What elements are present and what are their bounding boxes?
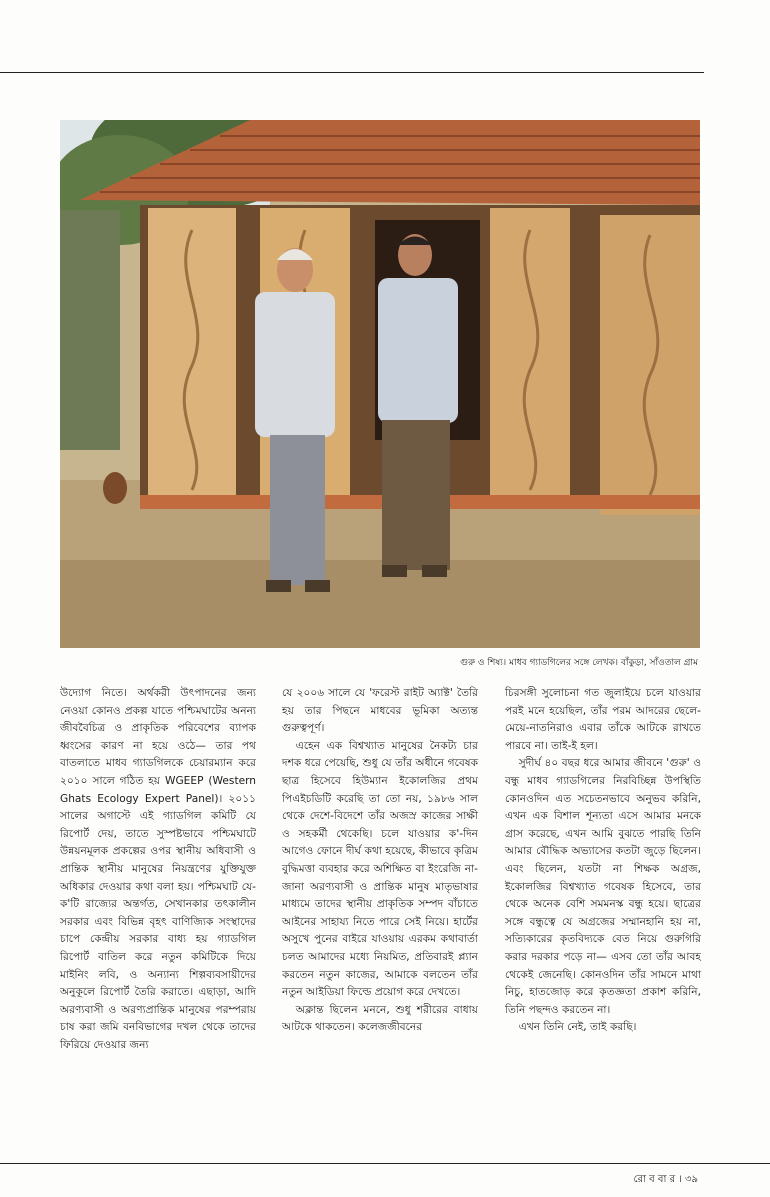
- paragraph: এখন তিনি নেই, তাই করছি।: [518, 1021, 637, 1034]
- text-column-1: [60, 685, 256, 1054]
- top-rule: [0, 72, 704, 73]
- paragraph: সুদীর্ঘ ৪০ বছর ধরে আমার জীবনে 'গুরু' ও বন্ধু মাধব গ্যাডগিলের নিরবিচ্ছিন্ন উপস্থিতি কোনওদিন এত সচেতনভাবে অনুভব করিনি, এখন এক বিশাল শূন্যতা এসে আমার মনকে গ্রাস করেছে, এখন আমি বুঝতে পারছি তিনি আমার বৌদ্ধিক অভ্যাসের কতটা জুড়ে ছিলেন। এবং ছিলেন, যতটা না শিক্ষক অগ্রজ, ইকোলজির বিশ্বখ্যাত গবেষক হিসেবে, তার থেকে অনেক বেশি সমমনস্ক বন্ধু হয়ে। ছাত্রের সঙ্গে বন্ধুত্বে যে অগ্রজের সম্মানহানি হয় না, সত্যিকারের কৃতবিদ্যকে বেত নিয়ে গুরুগিরি করার দরকার পড়ে না— এসব তো তাঁর আবহ থেকেই জেনেছি। কোনওদিন তাঁর সামনে মাথা নিচু, হাতজোড় করে কৃতজ্ঞতা প্রকাশ করিনি, তিনি পছন্দও করতেন না।: [505, 757, 701, 1016]
- paragraph: চিরসঙ্গী সুলোচনা গত জুলাইয়ে চলে যাওয়ার পরই মনে হয়েছিল, তাঁর পরম আদরের ছেলে-মেয়ে-নাতনিরাও এবার তাঁকে আটকে রাখতে পারবে না। তাই-ই হল।: [505, 687, 701, 752]
- bottom-rule: [0, 1163, 770, 1164]
- text-column-2: [282, 685, 478, 1037]
- paragraph: উদ্যোগ নিতে। অর্থকরী উৎপাদনের জন্য নেওয়া কোনও প্রকল্প যাতে পশ্চিমঘাটের অনন্য জীববৈচিত্র ও প্রাকৃতিক পরিবেশের ব্যাপক ধ্বংসের কারণ না হয়ে ওঠে— তার পথ বাতলাতে মাধব গ্যাডগিলকে চেয়ারম্যান করে ২০১০ সালে গঠিত হয় WGEEP (Western Ghats Ecology Expert Panel)। ২০১১ সালের অগাস্টে এই গ্যাডগিল কমিটি যে রিপোর্ট দেয়, তাতে সুস্পষ্টভাবে পশ্চিমঘাটে উন্নয়নমূলক প্রকল্পের ওপর স্থানীয় অধিবাসী ও প্রান্তিক স্থানীয় মানুষের নিয়ন্ত্রণের যুক্তিযুক্ত অধিকার দেওয়ার কথা বলা হয়। পশ্চিমঘাট যে-ক'টি রাজ্যের অন্তর্গত, সেখানকার তৎকালীন সরকার এবং বিভিন্ন বৃহৎ বাণিজ্যিক সংস্থাদের চাপে কেন্দ্রীয় সরকার বাধ্য হয় গ্যাডগিল রিপোর্ট বাতিল করে নতুন কমিটিকে দিয়ে মাইনিং লবি, ও অন্যান্য শিল্পব্যবসায়ীদের অনুকূলে রিপোর্ট তৈরি করাতে। এছাড়া, আদি অরণ্যবাসী ও অরণ্যপ্রান্তিক মানুষের পরম্পরায় চাষ করা জমি বনবিভাগের দখল থেকে তাদের ফিরিয়ে দেওয়ার জন্য: [60, 687, 256, 1051]
- page-folio: রো ব বা র । ৩৯: [633, 1174, 698, 1185]
- photo-guru-and-disciple: [60, 120, 700, 648]
- text-column-3: [505, 685, 701, 1037]
- paragraph: যে ২০০৬ সালে যে 'ফরেস্ট রাইট অ্যাক্ট' তৈরি হয় তার পিছনে মাধবের ভূমিকা অত্যন্ত গুরুত্বপূর্ণ।: [282, 687, 478, 735]
- photo-caption: গুরু ও শিষ্য। মাধব গ্যাডগিলের সঙ্গে লেখক। বাঁকুড়া, সাঁওতাল গ্রাম: [460, 658, 698, 668]
- paragraph: এহেন এক বিশ্বখ্যাত মানুষের নৈকট্য চার দশক ধরে পেয়েছি, শুধু যে তাঁর অধীনে গবেষক ছাত্র হিসেবে হিউম্যান ইকোলজির প্রথম পিএইচডিটি করেছি তা তো নয়, ১৯৮৬ সাল থেকে দেশে-বিদেশে তাঁর অজস্র কাজের সাক্ষী ও সহকর্মী থেকেছি। চলে যাওয়ার ক'-দিন আগেও ফোনে দীর্ঘ কথা হয়েছে, কীভাবে কৃত্রিম বুদ্ধিমত্তা ব্যবহার করে অশিক্ষিত বা ইংরেজি না-জানা অরণ্যবাসী ও প্রান্তিক মানুষ মাতৃভাষার মাধ্যমে তাদের স্থানীয় প্রাকৃতিক সম্পদ বাঁচাতে আইনের সাহায্য নিতে পারে সেই নিয়ে। হার্টের অসুখে পুনের বাইরে যাওয়ায় এরকম কথাবার্তা চলত আমাদের মধ্যে নিয়মিত, প্রতিবারই প্ল্যান করতেন নতুন কাজের, আমাকে বলতেন তাঁর নতুন আইডিয়া ফিল্ডে প্রয়োগ করে দেখতে।: [282, 739, 478, 999]
- paragraph: অক্লান্ত ছিলেন মননে, শুধু শরীরের বাধায় আটকে থাকতেন। কলেজজীবনের: [282, 1003, 478, 1034]
